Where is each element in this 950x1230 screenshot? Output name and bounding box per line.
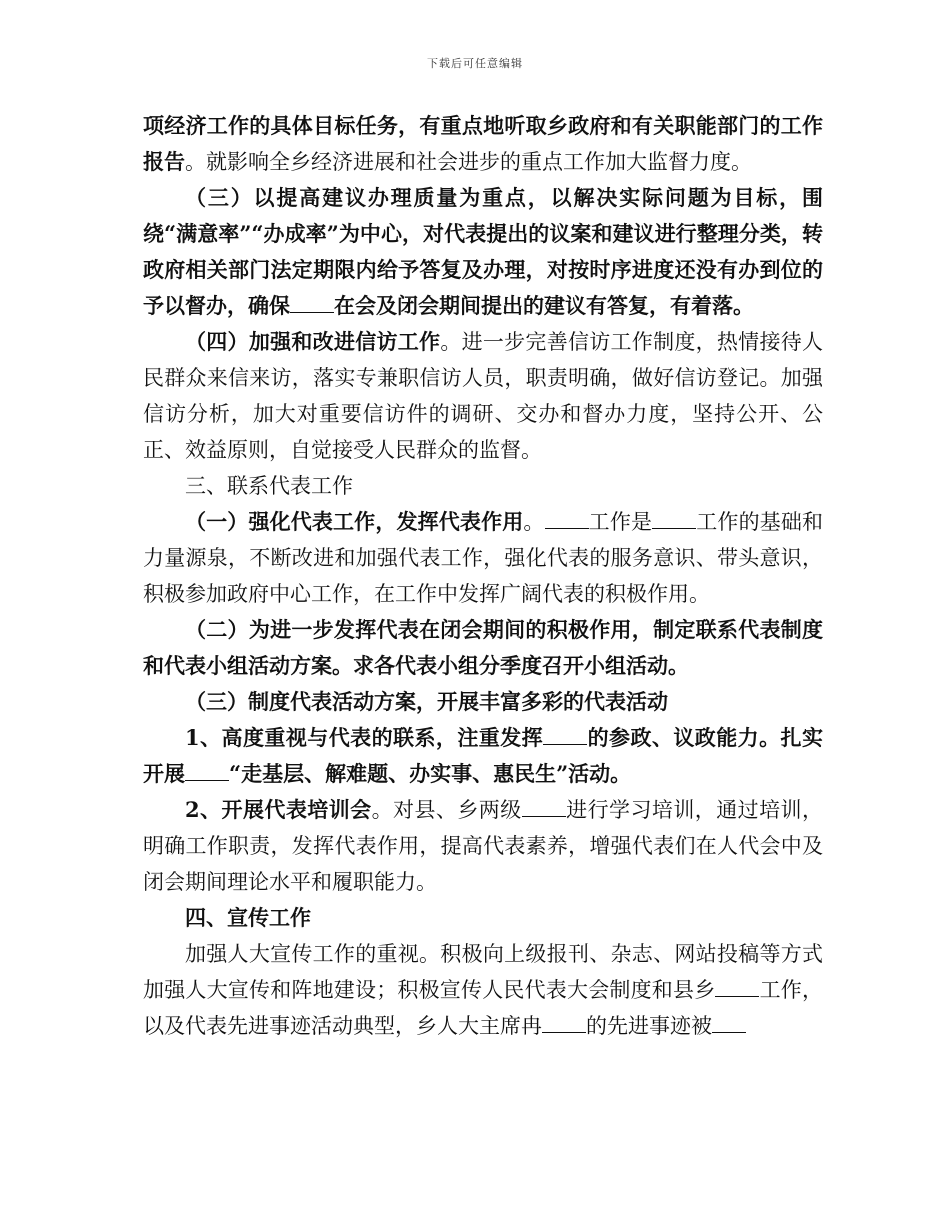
blank-line: [545, 510, 589, 529]
paragraph-3: [143, 324, 823, 468]
p8-text-3: “走基层、解难题、办实事、惠民生”活动。: [229, 761, 632, 786]
paragraph-8: [143, 720, 823, 792]
blank-line: [715, 978, 759, 997]
p11-text-1: 加强人大宣传工作的重视。积极向上级报刊、杂志、网站投稿等方式加强人大宣传和阵地建设；积极宣传人民代表大会制度和县乡: [143, 942, 823, 1002]
paragraph-2: [143, 180, 823, 324]
blank-line: [542, 1014, 586, 1033]
document-body: [143, 108, 823, 1044]
p1-normal-text: 。就影响全乡经济进展和社会进步的重点工作加大监督力度。: [185, 150, 752, 174]
paragraph-6: （二）为进一步发挥代表在闭会期间的积极作用，制定联系代表制度和代表小组活动方案。求各代表小组分季度召开小组活动。: [143, 617, 823, 678]
section-heading-4: 四、宣传工作: [185, 905, 311, 930]
p9-normal-text-2: 进行学习培训，通过培训，明确工作职责，发挥代表作用，提高代表素养，增强代表们在人代会中及闭会期间理论水平和履职能力。: [143, 798, 823, 894]
blank-line: [543, 726, 587, 745]
paragraph-7: （三）制度代表活动方案，开展丰富多彩的代表活动: [185, 689, 668, 714]
p3-bold-text: （四）加强和改进信访工作: [185, 329, 441, 354]
p9-normal-text-1: 。对县、乡两级: [371, 798, 522, 822]
paragraph-5: [143, 504, 823, 612]
p5-bold-text: （一）强化代表工作，发挥代表作用: [185, 509, 524, 534]
blank-line: [712, 1014, 746, 1033]
blank-line: [185, 762, 229, 781]
blank-line: [652, 510, 696, 529]
p5-normal-text-3: 工作的基础和力量源泉，不断改进和加强代表工作，强化代表的服务意识、带头意识，积极参加政府中心工作，在工作中发挥广阔代表的积极作用。: [143, 510, 824, 606]
paragraph-1: [143, 108, 823, 180]
p8-text-2: 的参政、议政能力。扎实开展: [143, 725, 823, 786]
blank-line: [522, 798, 566, 817]
paragraph-9: [143, 792, 823, 900]
p9-bold-text: 2、开展代表培训会: [185, 797, 372, 822]
p2-text-2: 在会及闭会期间提出的建议有答复，有着落。: [334, 293, 754, 318]
p11-text-3: 的先进事迹被: [586, 1014, 712, 1038]
section-heading-3: 三、联系代表工作: [185, 474, 353, 498]
p5-normal-text-2: 工作是: [588, 510, 653, 534]
p11-text-2: 工作，以及代表先进事迹活动典型，乡人大主席冉: [143, 978, 824, 1038]
p5-normal-text-1: 。: [523, 510, 545, 534]
paragraph-11: [143, 936, 823, 1044]
blank-line: [290, 294, 334, 313]
p1-bold-text: 项经济工作的具体目标任务，有重点地听取乡政府和有关职能部门的工作报告: [143, 113, 823, 174]
p2-text-1: （三）以提高建议办理质量为重点，以解决实际问题为目标，围绕“满意率”“办成率”为中心，对代表提出的议案和建议进行整理分类，转政府相关部门法定期限内给予答复及办理，对按时序进度还没有办到位的予以督办，确保: [143, 185, 823, 318]
p3-normal-text: 。进一步完善信访工作制度，热情接待人民群众来信来访，落实专兼职信访人员，职责明确，做好信访登记。加强信访分析，加大对重要信访件的调研、交办和督办力度，坚持公开、公正、效益原则，自觉接受人民群众的监督。: [143, 330, 824, 462]
page-header: 下载后可任意编辑: [427, 57, 523, 70]
p8-text-1: 1、高度重视与代表的联系，注重发挥: [185, 725, 544, 750]
